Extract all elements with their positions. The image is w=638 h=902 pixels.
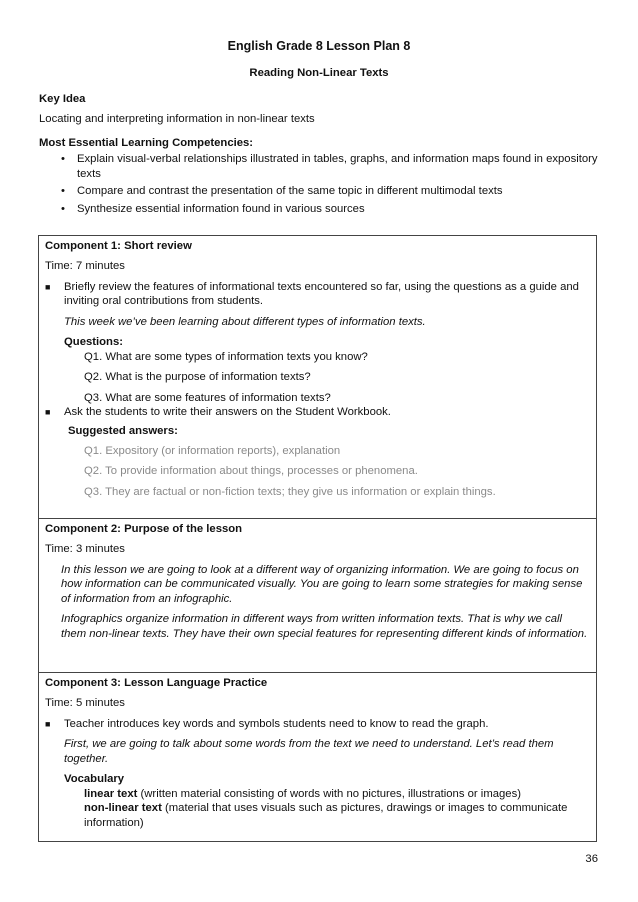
key-idea-text: Locating and interpreting information in non-linear texts <box>39 113 315 126</box>
vocab-definition: (material that uses visuals such as pictures, drawings or images to communicate information) <box>84 802 568 829</box>
vocab-term: linear text <box>84 787 138 800</box>
teacher-script: This week we’ve been learning about different types of information texts. <box>64 315 426 328</box>
component-3-time: Time: 5 minutes <box>45 697 125 710</box>
question-item: Q1. What are some types of information texts you know? <box>84 350 368 363</box>
question-item: Q3. What are some features of information texts? <box>84 391 331 404</box>
list-item <box>45 717 590 731</box>
vocab-item <box>45 787 590 801</box>
component-1-box <box>38 235 597 518</box>
intro-section <box>39 92 599 219</box>
list-item <box>39 152 599 181</box>
competency-text: Compare and contrast the presentation of the same topic in different multimodal texts <box>77 185 503 198</box>
question-item: Q2. What is the purpose of information texts? <box>84 371 311 384</box>
list-item <box>39 202 599 216</box>
vocab-definition: (written material consisting of words with no pictures, illustrations or images) <box>137 787 521 800</box>
key-idea-heading: Key Idea <box>39 93 86 105</box>
page-number: 36 <box>585 853 598 865</box>
instruction-text: Teacher introduces key words and symbols students need to know to read the graph. <box>64 717 489 730</box>
instruction-text: Briefly review the features of informational texts encountered so far, using the questions as a guide and inviting oral contributions from students. <box>64 280 579 308</box>
component-2-box <box>38 518 597 672</box>
competency-text: Synthesize essential information found in various sources <box>77 202 365 215</box>
competencies-heading: Most Essential Learning Competencies: <box>39 136 254 149</box>
component-3-heading: Component 3: Lesson Language Practice <box>45 677 268 689</box>
bullet-icon: • <box>61 153 65 166</box>
teacher-script: First, we are going to talk about some words from the text we need to understand. Let’s read them together. <box>64 738 554 765</box>
component-1-heading: Component 1: Short review <box>45 240 192 252</box>
competencies-list <box>39 152 599 216</box>
answers-heading: Suggested answers: <box>68 424 178 437</box>
bullet-icon: • <box>61 185 65 198</box>
list-item <box>45 405 590 419</box>
component-3-box <box>38 672 597 842</box>
answer-item: Q2. To provide information about things, processes or phenomena. <box>84 465 418 478</box>
page-title: English Grade 8 Lesson Plan 8 <box>227 39 411 53</box>
answer-item: Q1. Expository (or information reports), explanation <box>84 444 341 457</box>
square-bullet-icon: ■ <box>45 718 51 729</box>
vocab-item <box>45 801 590 830</box>
teacher-script: Infographics organize information in different ways from written information texts. That is why we call them non-linear texts. They have their own special features for representing different kinds of information. <box>61 613 588 640</box>
component-2-heading: Component 2: Purpose of the lesson <box>45 523 243 535</box>
bullet-icon: • <box>61 202 65 215</box>
component-2-time: Time: 3 minutes <box>45 543 125 556</box>
vocabulary-heading: Vocabulary <box>64 773 125 786</box>
list-item <box>39 184 599 198</box>
teacher-script: In this lesson we are going to look at a different way of organizing information. We are going to focus on how information can be communicated visually. You are going to learn some strategies for making sense of information from an infographic. <box>61 563 583 605</box>
vocab-term: non-linear text <box>84 802 162 815</box>
component-1-time: Time: 7 minutes <box>45 260 125 273</box>
square-bullet-icon: ■ <box>45 407 51 418</box>
square-bullet-icon: ■ <box>45 281 51 292</box>
competency-text: Explain visual-verbal relationships illustrated in tables, graphs, and information maps found in expository texts <box>77 153 598 180</box>
list-item <box>45 280 590 309</box>
answer-item: Q3. They are factual or non-fiction texts; they give us information or explain things. <box>84 485 496 498</box>
instruction-text: Ask the students to write their answers on the Student Workbook. <box>64 406 391 419</box>
questions-heading: Questions: <box>64 336 123 349</box>
page-subtitle: Reading Non-Linear Texts <box>249 67 389 79</box>
